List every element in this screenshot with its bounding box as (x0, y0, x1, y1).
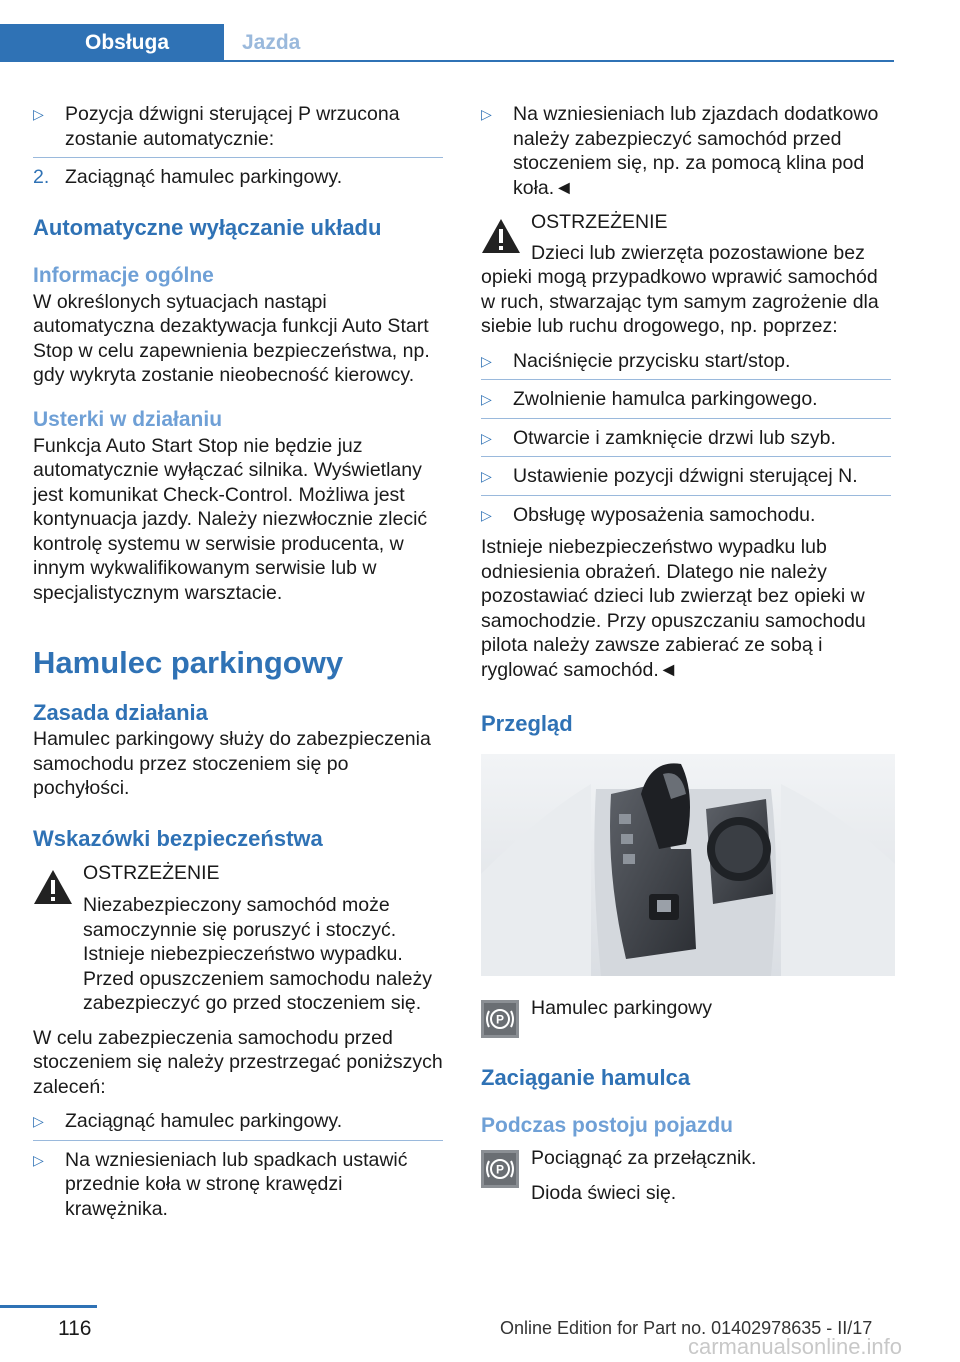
list-divider (33, 1140, 443, 1141)
paragraph-faults: Funkcja Auto Start Stop nie będzie juz automatycznie wyłączać silnika. Wyświetlany jest komunikat Check-Control. Możliwa jest kontynuacja jazdy. Należy niezwłocznie zlecić kontrolę systemu w serwisie producenta, w innym wykwalifikowanym serwisie lub w specjalistycznym warsztacie. (33, 434, 428, 604)
console-illustration (481, 754, 895, 976)
list-item: ▷ Ustawienie pozycji dźwigni sterującej N. (481, 465, 858, 487)
step-pull-switch: Pociągnąć za przełącznik. (531, 1147, 757, 1169)
list-item: ▷ Zwolnienie hamulca parkingowego. (481, 388, 818, 410)
warning-triangle-icon (481, 218, 521, 254)
triangle-bullet-icon: ▷ (33, 106, 44, 122)
heading-parking-brake: Hamulec parkingowy (33, 645, 344, 680)
parking-brake-icon (481, 1000, 519, 1038)
list-divider (481, 379, 891, 380)
heading-principle: Zasada działania (33, 700, 208, 725)
triangle-bullet-icon: ▷ (33, 1151, 44, 1168)
paragraph-general: W określonych sytuacjach nastąpi automatyczna dezaktywacja funkcji Auto Start Stop w celu zapewnienia bezpieczeństwa, np. gdy wykryta zostanie nieobecność kierowcy. (33, 290, 430, 386)
heading-auto-off: Automatyczne wyłączanie układu (33, 214, 382, 240)
chapter-tabs (0, 24, 894, 62)
paragraph-measures: W celu zabezpieczenia samochodu przed stoczeniem się należy przestrzegać poniższych zaleceń: (33, 1026, 443, 1098)
warning-text: Dzieci lub zwierzęta pozostawione bez opieki mogą przypadkowo wprawić samochód w ruch, stwarzając tym samym zagrożenie dla siebie lub ruchu drogowego, np. poprzez: (481, 241, 879, 337)
footer-line (0, 1305, 97, 1308)
triangle-bullet-icon: ▷ (481, 468, 492, 484)
edition-note: Online Edition for Part no. 01402978635 - II/17 (500, 1318, 873, 1338)
list-item: ▷ Pozycja dźwigni sterującej P wrzucona zostanie automatycznie: (33, 103, 400, 150)
watermark: carmanualsonline.info (688, 1334, 903, 1359)
list-number: 2. (33, 166, 50, 188)
warning-triangle-icon (33, 869, 73, 905)
right-column (481, 102, 891, 1205)
warning-title: OSTRZEŻENIE (83, 861, 220, 884)
center-console-photo (481, 754, 895, 976)
list-item: ▷ Otwarcie i zamknięcie drzwi lub szyb. (481, 426, 836, 449)
warning-title: OSTRZEŻENIE (531, 211, 668, 233)
list-divider (481, 495, 891, 496)
triangle-bullet-icon: ▷ (481, 391, 492, 407)
triangle-bullet-icon: ▷ (481, 506, 492, 523)
list-item: 2. Zaciągnąć hamulec parkingowy. (33, 166, 343, 188)
apply-steps-row (481, 1146, 891, 1205)
step-led-on: Dioda świeci się. (531, 1181, 677, 1204)
list-item: ▷ Na wzniesieniach lub spadkach ustawić przednie koła w stronę krawędzi krawężnika. (33, 1148, 408, 1220)
parking-brake-icon (481, 1150, 519, 1188)
svg-text:P: P (495, 1162, 505, 1177)
header-divider (224, 60, 894, 62)
tab-obsluga[interactable]: Obsługa (0, 24, 224, 62)
paragraph-danger: Istnieje niebezpieczeństwo wypadku lub odniesienia obrażeń. Dlatego nie należy pozostawiać dzieci lub zwierząt bez opieki w samochodzie. Przy opuszczaniu samochodu pilota należy zawsze zabierać ze sobą i ryglować samochód.◄ (481, 536, 866, 681)
warning-block (481, 210, 891, 235)
list-item: ▷ Na wzniesieniach lub zjazdach dodatkowo należy zabezpieczyć samochód przed stoczeniem się, np. za pomocą klina pod koła.◄ (481, 103, 879, 199)
triangle-bullet-icon: ▷ (481, 352, 492, 369)
warning-block (33, 861, 443, 1016)
list-item: ▷ Naciśnięcie przycisku start/stop. (481, 349, 791, 372)
heading-stationary: Podczas postoju pojazdu (481, 1114, 734, 1137)
heading-faults: Usterki w działaniu (33, 407, 223, 431)
left-column (33, 102, 443, 1221)
svg-text:P: P (495, 1012, 505, 1027)
heading-apply: Zaciąganie hamulca (481, 1065, 691, 1090)
triangle-bullet-icon: ▷ (33, 1113, 44, 1129)
heading-safety: Wskazówki bezpieczeństwa (33, 825, 323, 851)
heading-overview: Przegląd (481, 711, 573, 736)
list-divider (481, 456, 891, 457)
tab-jazda[interactable]: Jazda (242, 31, 301, 54)
list-item: ▷ Obsługę wyposażenia samochodu. (481, 503, 816, 526)
parking-brake-caption-row (481, 996, 891, 1036)
list-divider (481, 418, 891, 419)
list-divider (33, 157, 443, 158)
triangle-bullet-icon: ▷ (481, 106, 492, 122)
paragraph-principle: Hamulec parkingowy służy do zabezpieczenia samochodu przez stoczeniem się po pochyłości. (33, 728, 431, 799)
warning-text: Niezabezpieczony samochód może samoczynnie się poruszyć i stoczyć. Istnieje niebezpieczeństwo wypadku. Przed opuszczeniem samochodu należy zabezpieczyć go przed stoczeniem się. (83, 894, 433, 1014)
page-number: 116 (58, 1317, 92, 1340)
icon-caption: Hamulec parkingowy (531, 997, 712, 1019)
triangle-bullet-icon: ▷ (481, 429, 492, 446)
heading-general: Informacje ogólne (33, 263, 214, 287)
list-item: ▷ Zaciągnąć hamulec parkingowy. (33, 1110, 343, 1132)
